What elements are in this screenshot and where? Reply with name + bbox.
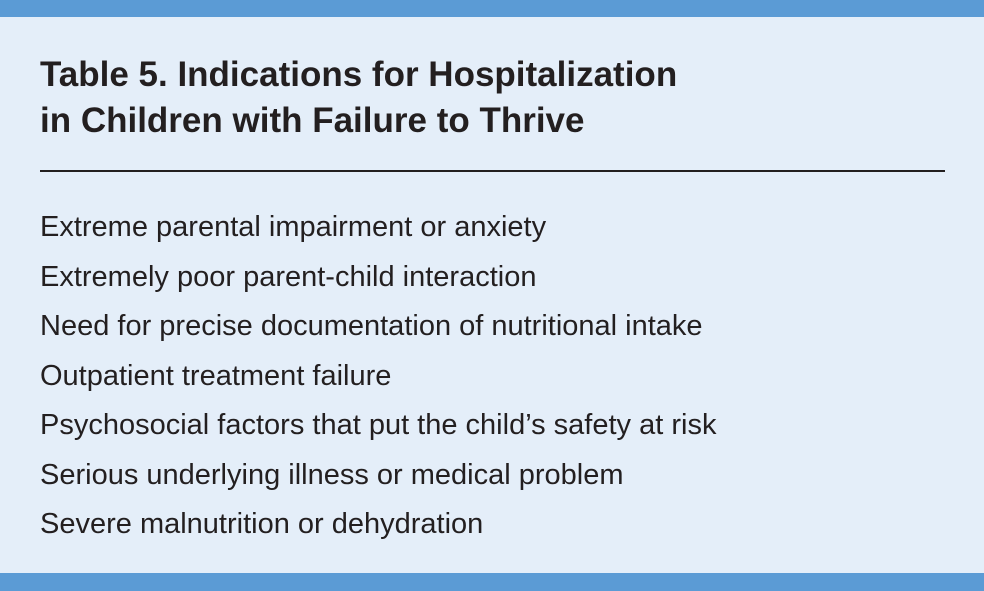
list-item: Psychosocial factors that put the child’s safety at risk: [40, 409, 717, 441]
list-item: Severe malnutrition or dehydration: [40, 508, 484, 540]
title-divider: [40, 170, 945, 172]
list-item: Need for precise documentation of nutritional intake: [40, 310, 703, 342]
list-item: Extreme parental impairment or anxiety: [40, 211, 547, 243]
table-title-line-1: Table 5. Indications for Hospitalization: [40, 55, 678, 94]
list-item: Serious underlying illness or medical problem: [40, 458, 624, 491]
bottom-accent-bar: [0, 573, 984, 591]
table-title: [40, 52, 940, 144]
top-accent-bar: [0, 0, 984, 17]
indications-list: [40, 203, 716, 550]
list-item: Outpatient treatment failure: [40, 359, 392, 392]
table-title-line-2: in Children with Failure to Thrive: [40, 101, 585, 140]
list-item: Extremely poor parent-child interaction: [40, 260, 537, 293]
